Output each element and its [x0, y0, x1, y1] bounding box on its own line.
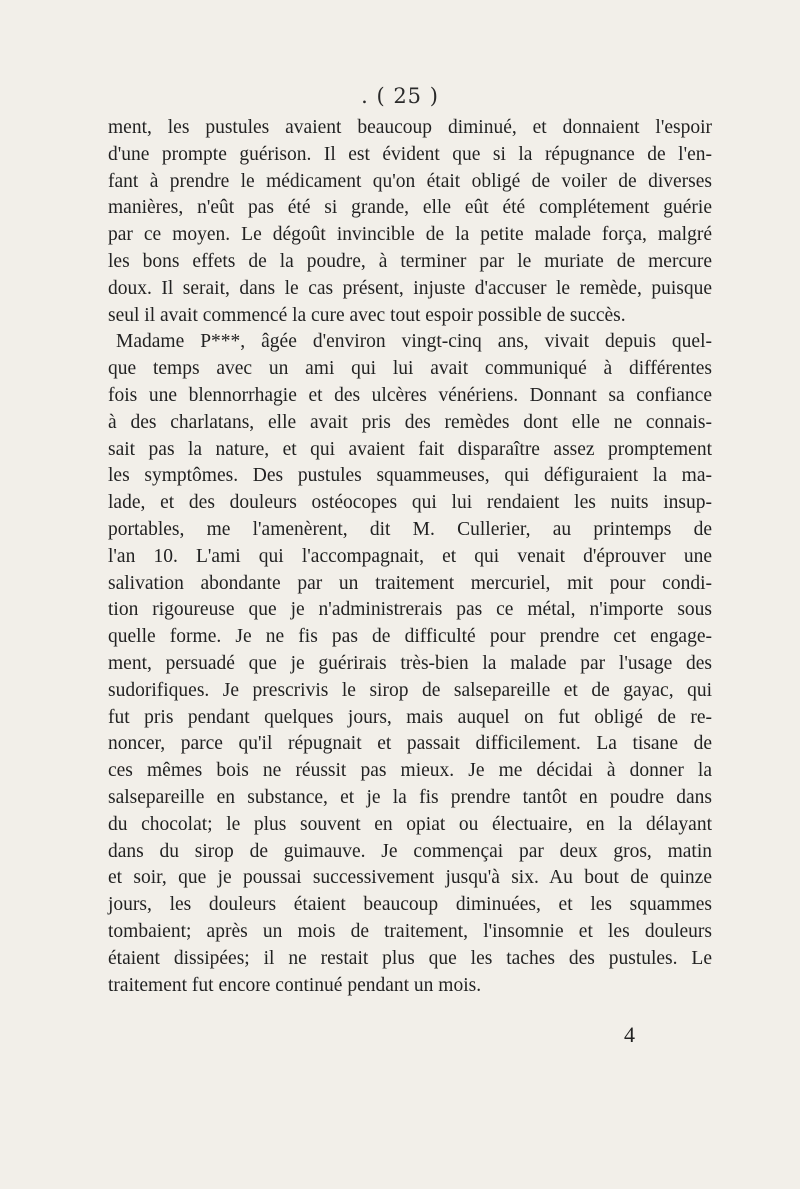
- text-line: ces mêmes bois ne réussit pas mieux. Je me décidai à donner la: [108, 760, 712, 782]
- text-line: les bons effets de la poudre, à terminer par le muriate de mercure: [108, 251, 712, 272]
- text-line: ment, persuadé que je guérirais très-bien la malade par l'usage des: [108, 653, 712, 674]
- text-line: portables, me l'amenèrent, dit M. Cullerier, au printemps de: [108, 519, 712, 540]
- text-line: du chocolat; le plus souvent en opiat ou électuaire, en la délayant: [108, 813, 712, 835]
- text-line: dans du sirop de guimauve. Je commençai par deux gros, matin: [108, 840, 712, 862]
- text-line: et soir, que je poussai successivement jusqu'à six. Au bout de quinze: [108, 867, 712, 889]
- text-line: sait pas la nature, et qui avaient fait disparaître assez promptement: [108, 438, 712, 460]
- text-line: que temps avec un ami qui lui avait communiqué à différentes: [108, 358, 712, 380]
- text-line: manières, n'eût pas été si grande, elle eût été complétement guérie: [108, 197, 712, 219]
- text-line: seul il avait commencé la cure avec tout espoir possible de succès.: [108, 304, 626, 326]
- text-line: les symptômes. Des pustules squammeuses, qui défiguraient la ma-: [108, 465, 712, 487]
- page-number: . ( 25 ): [361, 84, 439, 108]
- text-line: tion rigoureuse que je n'administrerais pas ce métal, n'importe sous: [108, 599, 712, 621]
- signature-mark: 4: [624, 1022, 635, 1047]
- text-line: noncer, parce qu'il répugnait et passait difficilement. La tisane de: [108, 733, 712, 755]
- text-line: ment, les pustules avaient beaucoup diminué, et donnaient l'espoir: [108, 117, 712, 138]
- text-line: traitement fut encore continué pendant un mois.: [108, 974, 482, 996]
- text-line: d'une prompte guérison. Il est évident que si la répugnance de l'en-: [108, 143, 712, 165]
- text-line: Madame P***, âgée d'environ vingt-cinq ans, vivait depuis quel-: [116, 331, 712, 353]
- text-line: fut pris pendant quelques jours, mais auquel on fut obligé de re-: [108, 706, 712, 728]
- text-line: jours, les douleurs étaient beaucoup diminuées, et les squammes: [108, 894, 712, 916]
- text-line: quelle forme. Je ne fis pas de difficulté pour prendre cet engage-: [108, 626, 712, 648]
- text-line: fant à prendre le médicament qu'on était obligé de voiler de diverses: [108, 170, 712, 192]
- text-line: l'an 10. L'ami qui l'accompagnait, et qui venait d'éprouver une: [108, 545, 712, 567]
- text-line: étaient dissipées; il ne restait plus que les taches des pustules. Le: [108, 947, 712, 969]
- text-line: sudorifiques. Je prescrivis le sirop de salsepareille et de gayac, qui: [108, 679, 712, 701]
- text-line: lade, et des douleurs ostéocopes qui lui rendaient les nuits insup-: [108, 492, 712, 514]
- text-line: à des charlatans, elle avait pris des remèdes dont elle ne connais-: [108, 411, 712, 433]
- text-line: tombaient; après un mois de traitement, l'insomnie et les douleurs: [108, 921, 712, 942]
- text-line: par ce moyen. Le dégoût invincible de la petite malade força, malgré: [108, 224, 712, 246]
- text-line: salsepareille en substance, et je la fis prendre tantôt en poudre dans: [108, 787, 712, 808]
- text-line: salivation abondante par un traitement mercuriel, mit pour condi-: [108, 572, 712, 594]
- text-line: doux. Il serait, dans le cas présent, injuste d'accuser le remède, puisque: [108, 277, 712, 299]
- text-line: fois une blennorrhagie et des ulcères vénériens. Donnant sa confiance: [108, 385, 712, 406]
